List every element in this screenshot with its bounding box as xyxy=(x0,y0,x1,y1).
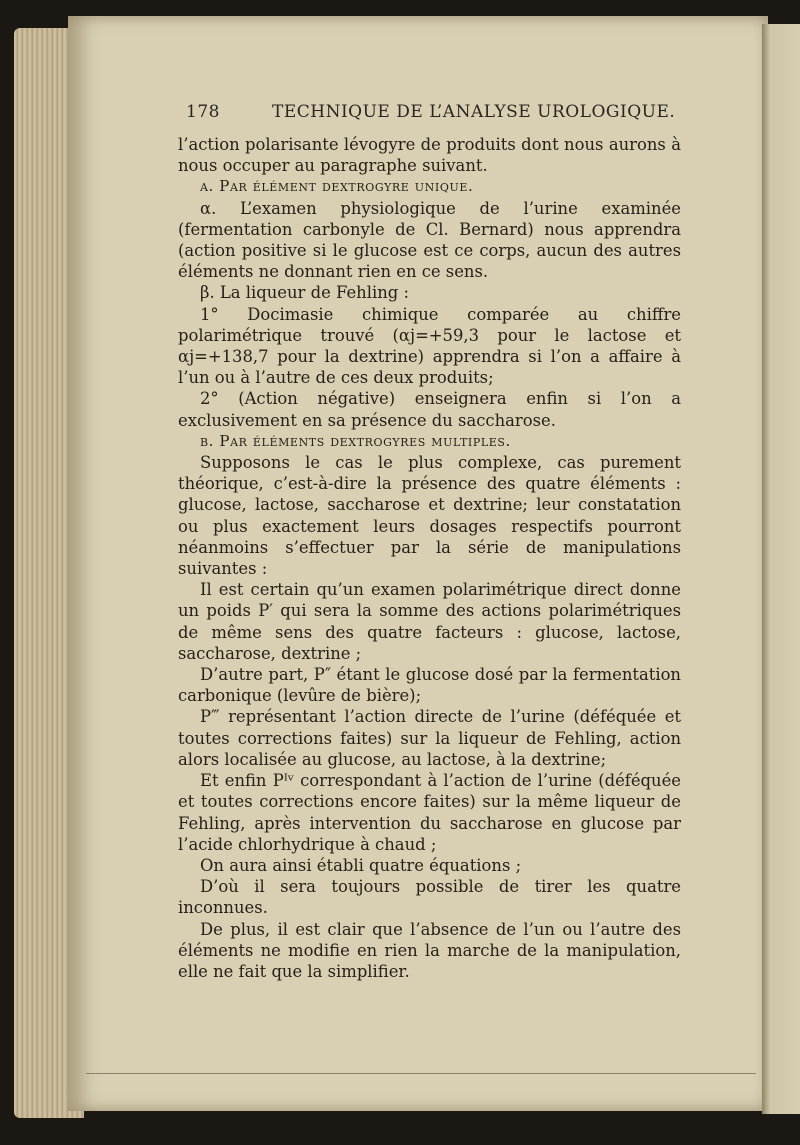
facing-page-edge xyxy=(762,24,800,1114)
paragraph: 2° (Action négative) enseignera enfin si l’on a exclusivement en sa présence du saccharose. xyxy=(178,389,681,430)
paragraph: α. L’examen physiologique de l’urine examinée (fermentation carbonyle de Cl. Bernard) nous apprendra (action positive si le glucose est ce corps, aucun des autres éléments ne donnant rien en ce sens. xyxy=(178,198,681,282)
paragraph: β. La liqueur de Fehling : xyxy=(200,283,409,303)
paragraph: D’autre part, P″ étant le glucose dosé par la fermentation carbonique (levûre de bière); xyxy=(178,665,681,706)
page-body xyxy=(178,134,681,982)
paragraph: l’action polarisante lévogyre de produits dont nous aurons à nous occuper au paragraphe suivant. xyxy=(178,135,681,176)
section-heading-a: a. Par élément dextrogyre unique. xyxy=(200,177,474,196)
section-heading-b: b. Par éléments dextrogyres multiples. xyxy=(200,431,511,450)
page-number: 178 xyxy=(186,102,220,122)
paragraph: Il est certain qu’un examen polarimétrique direct donne un poids P′ qui sera la somme des actions polarimétriques de même sens des quatre facteurs : glucose, lactose, saccharose, dextrine ; xyxy=(178,580,681,663)
running-title: TECHNIQUE DE L’ANALYSE UROLOGIQUE. xyxy=(272,102,676,122)
paragraph: De plus, il est clair que l’absence de l’un ou l’autre des éléments ne modifie en rien la marche de la manipulation, elle ne fait que la simplifier. xyxy=(178,919,681,981)
paragraph: 1° Docimasie chimique comparée au chiffre polarimétrique trouvé (αj=+59,3 pour le lactose et αj=+138,7 pour la dextrine) apprendra si l’on a affaire à l’un ou à l’autre de ces deux produits; xyxy=(178,304,681,388)
paragraph: D’où il sera toujours possible de tirer les quatre inconnues. xyxy=(178,877,681,918)
paragraph: P‴ représentant l’action directe de l’urine (déféquée et toutes corrections faites) sur la liqueur de Fehling, action alors localisée au glucose, au lactose, à la dextrine; xyxy=(178,707,681,769)
paragraph: On aura ainsi établi quatre équations ; xyxy=(200,855,522,875)
paragraph: Supposons le cas le plus complexe, cas purement théorique, c’est-à-dire la présence des quatre éléments : glucose, lactose, saccharose et dextrine; leur constatation ou plus exactement leurs dosages respectifs pourront néanmoins s’effectuer par la série de manipulations suivantes : xyxy=(178,453,681,579)
paragraph: Et enfin Pᴵᵛ correspondant à l’action de l’urine (déféquée et toutes corrections encore faites) sur la même liqueur de Fehling, après intervention du saccharose en glucose par l’acide chlorhydrique à chaud ; xyxy=(178,771,681,854)
page-bottom-rule xyxy=(86,1073,756,1074)
